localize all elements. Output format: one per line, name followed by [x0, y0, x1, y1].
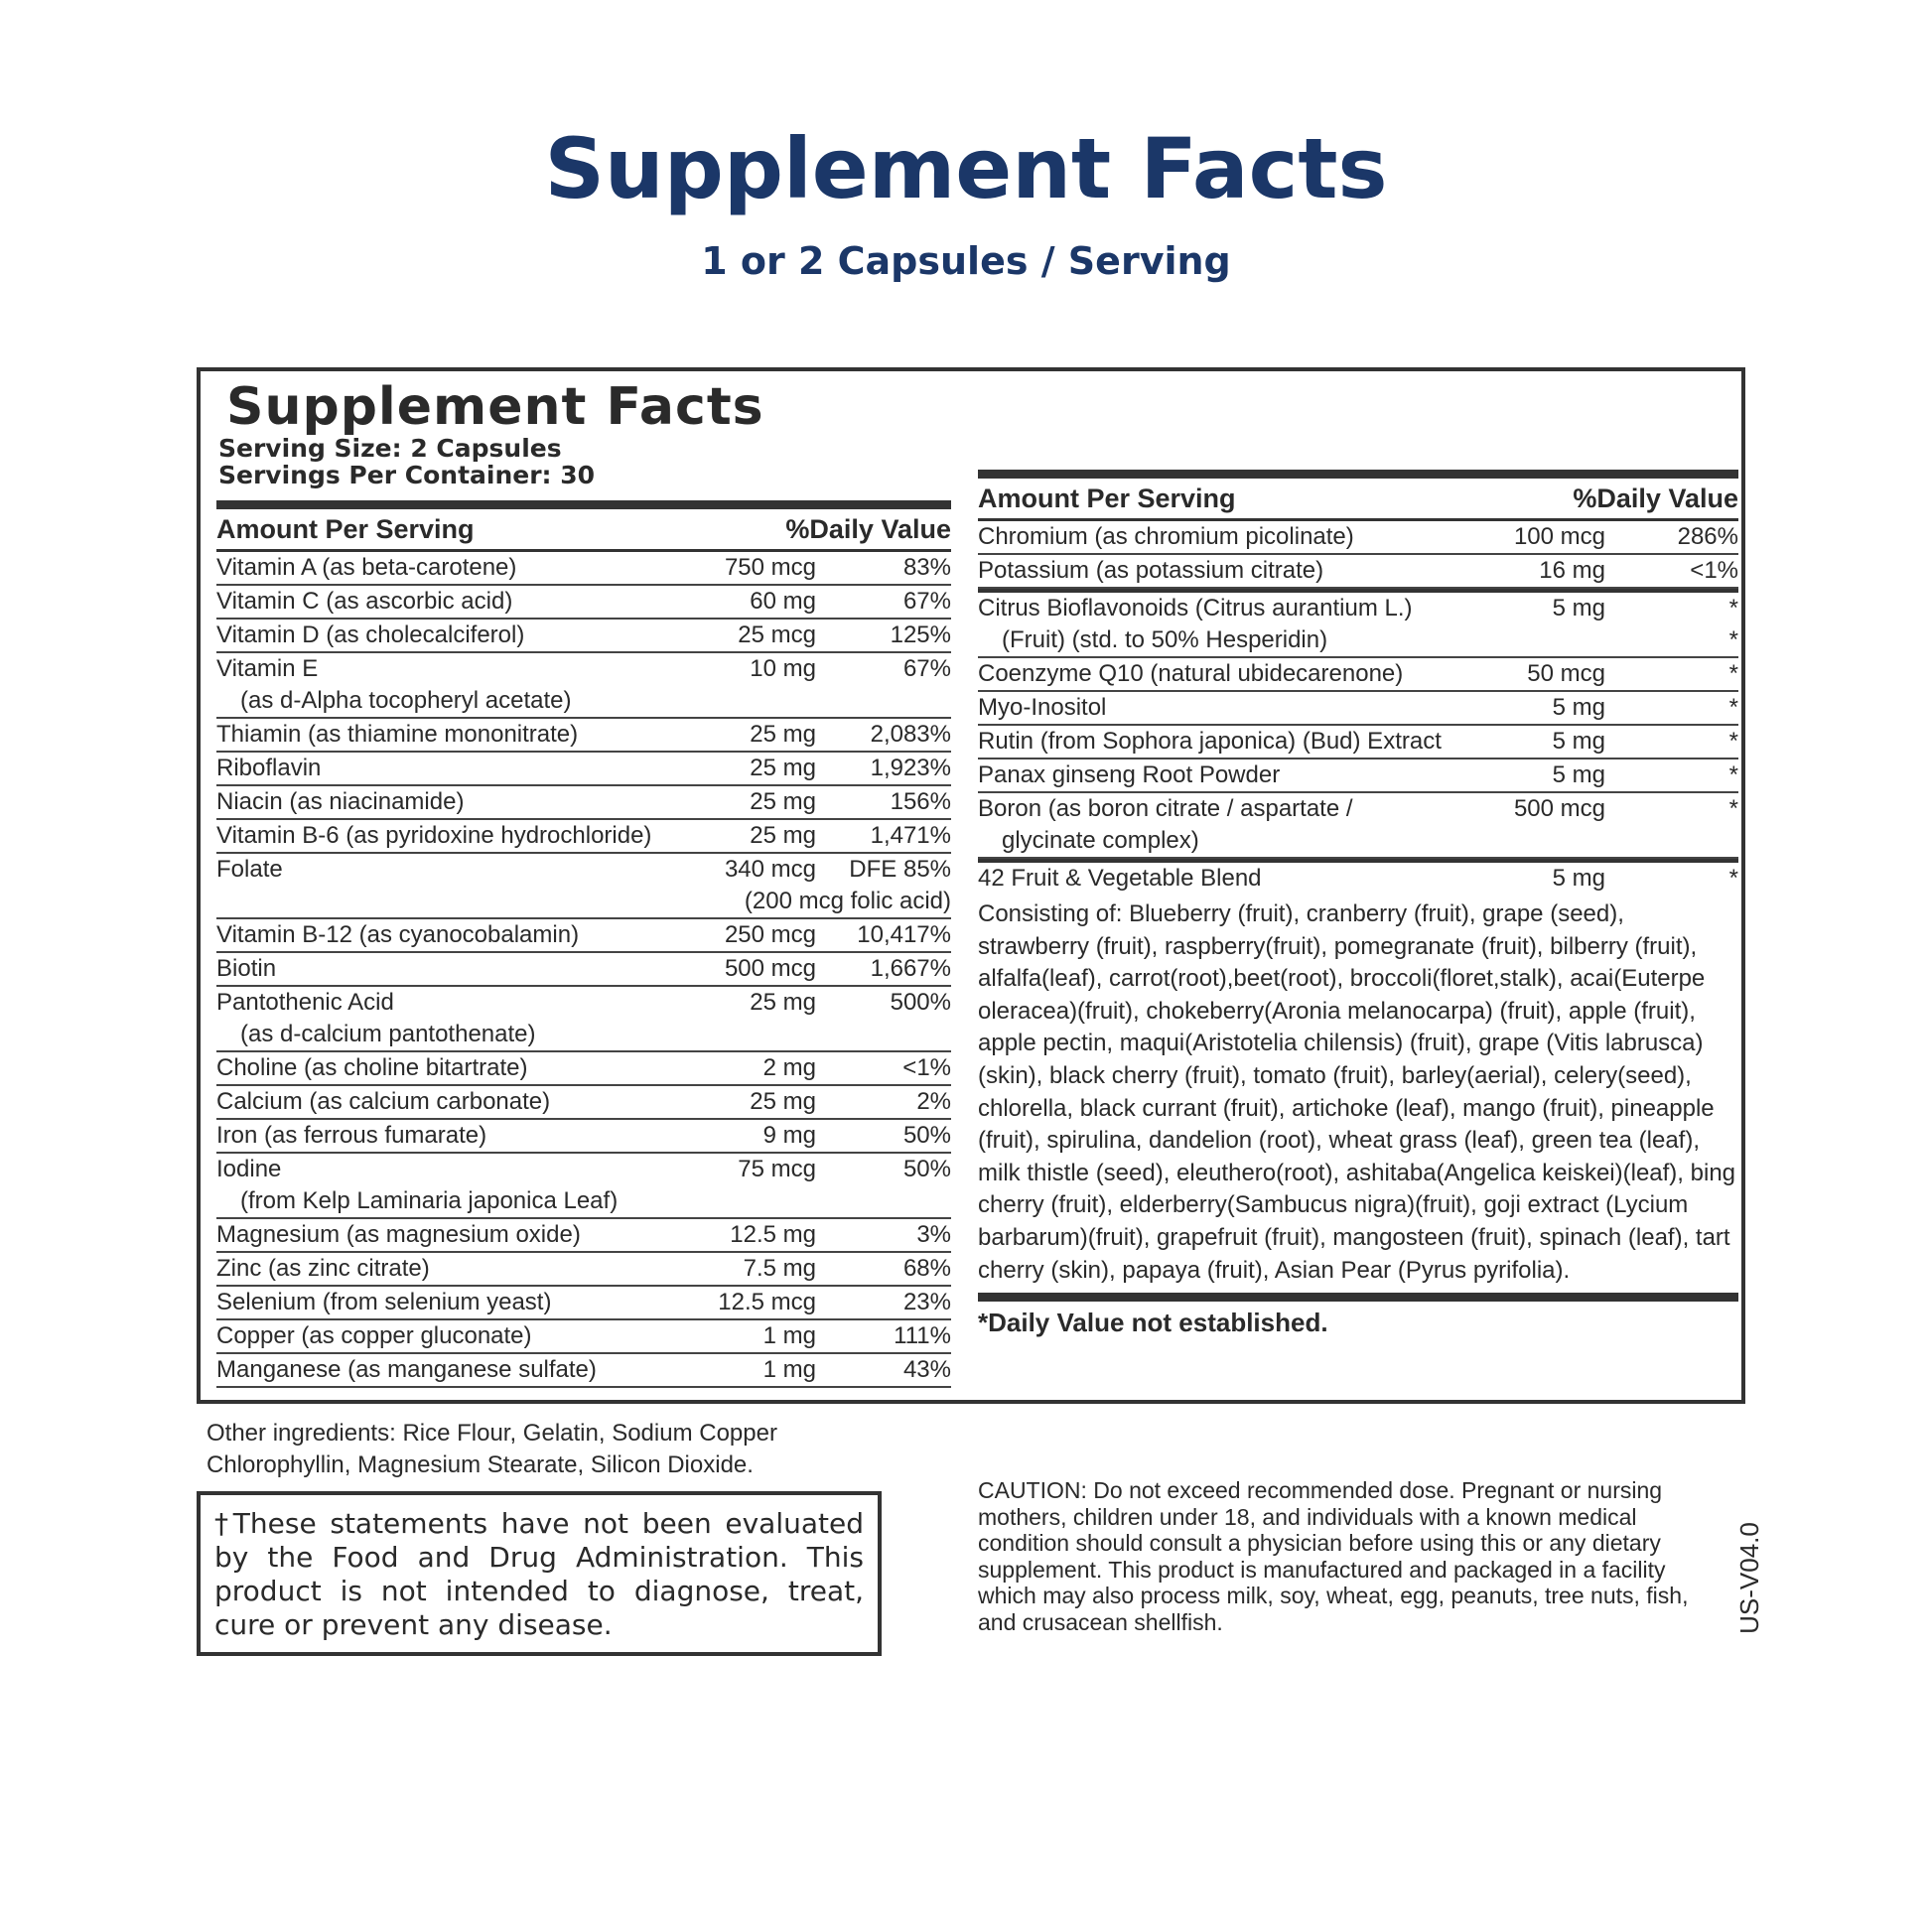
nutrient-amount: 5 mg — [1552, 694, 1605, 721]
nutrient-row — [216, 586, 951, 620]
nutrient-amount: 5 mg — [1552, 728, 1605, 755]
thick-rule — [978, 470, 1738, 479]
caution-text: CAUTION: Do not exceed recommended dose. Pregnant or nursing mothers, children under 18, and individuals with a known medical condition should consult a physician before using this or any dietary supplement. This product is manufactured and packaged in a facility which may also process milk, soy, wheat, egg, peanuts, tree nuts, fish, and crusacean shellfish. — [978, 1477, 1689, 1635]
nutrient-row — [978, 555, 1738, 589]
nutrient-dv: DFE 85% — [849, 856, 951, 883]
nutrient-name: Folate — [216, 856, 283, 883]
nutrient-row — [216, 1219, 951, 1253]
nutrient-name: Zinc (as zinc citrate) — [216, 1255, 430, 1282]
nutrient-dv: 1,923% — [870, 755, 951, 781]
nutrient-dv: * — [1728, 865, 1738, 892]
nutrient-amount: 750 mcg — [724, 554, 816, 581]
left-nutrient-list — [216, 552, 951, 1388]
blend-ingredients: Consisting of: Blueberry (fruit), cranberry (fruit), grape (seed), strawberry (fruit), raspberry(fruit), pomegranate (fruit), bilberry (fruit), alfalfa(leaf), carrot(root),beet(root), broccoli(floret,stalk), acai(Euterpe oleracea)(fruit), chokeberry(Aronia melanocarpa) (fruit), apple (fruit), apple pectin, maqui(Aristotelia chilensis) (fruit), grape (Vitis labrusca)(skin), black cherry (fruit), tomato (fruit), barley(aerial), celery(seed), chlorella, black currant (fruit), artichoke (leaf), mango (fruit), pineapple (fruit), spirulina, dandelion (root), wheat grass (leaf), green tea (leaf), milk thistle (seed), eleuthero(root), ashitaba(Angelica keiskei)(leaf), bing cherry (fruit), elderberry(Sambucus nigra)(fruit), goji extract (Lycium barbarum)(fruit), grapefruit (fruit), mangosteen (fruit), spinach (leaf), tart cherry (skin), papaya (fruit), Asian Pear (Pyrus pyrifolia). — [978, 900, 1736, 1284]
right-nutrient-list-a — [978, 521, 1738, 589]
nutrient-amount: 25 mcg — [738, 621, 816, 648]
nutrient-name: Vitamin B-6 (as pyridoxine hydrochloride) — [216, 822, 652, 849]
nutrient-amount: 100 mcg — [1513, 523, 1605, 550]
nutrient-row — [216, 987, 951, 1052]
right-column — [978, 470, 1738, 1338]
nutrient-dv: * — [1728, 694, 1738, 721]
nutrient-name: Iron (as ferrous fumarate) — [216, 1122, 487, 1149]
nutrient-name: Vitamin D (as cholecalciferol) — [216, 621, 525, 648]
nutrient-row — [978, 521, 1738, 555]
nutrient-row — [216, 854, 951, 919]
nutrient-row — [978, 759, 1738, 793]
nutrient-dv: * — [1728, 595, 1738, 621]
nutrient-name: Thiamin (as thiamine mononitrate) — [216, 721, 579, 748]
nutrient-amount: 50 mcg — [1527, 660, 1605, 687]
nutrient-name: Calcium (as calcium carbonate) — [216, 1088, 551, 1115]
nutrient-name: Citrus Bioflavonoids (Citrus aurantium L.) — [978, 595, 1413, 621]
nutrient-name: Copper (as copper gluconate) — [216, 1322, 532, 1349]
nutrient-amount: 75 mcg — [738, 1156, 816, 1182]
nutrient-amount: 9 mg — [762, 1122, 816, 1149]
nutrient-dv: 67% — [902, 655, 951, 682]
nutrient-dv: 111% — [894, 1322, 951, 1349]
nutrient-amount: 5 mg — [1552, 865, 1605, 892]
serving-size: Serving Size: 2 Capsules — [218, 434, 562, 463]
nutrient-row — [216, 620, 951, 653]
nutrient-name: Myo-Inositol — [978, 694, 1107, 721]
nutrient-row — [216, 753, 951, 786]
nutrient-name: Biotin — [216, 955, 277, 982]
nutrient-dv: 50% — [902, 1122, 951, 1149]
nutrient-name: Iodine — [216, 1156, 282, 1182]
nutrient-dv: 500% — [890, 989, 951, 1016]
nutrient-amount: 5 mg — [1552, 595, 1605, 621]
nutrient-amount: 1 mg — [762, 1322, 816, 1349]
nutrient-dv: 286% — [1677, 523, 1738, 550]
daily-value-label: %Daily Value — [1573, 483, 1738, 513]
nutrient-row — [978, 692, 1738, 726]
nutrient-row — [216, 1253, 951, 1287]
nutrient-row — [216, 1086, 951, 1120]
column-header — [978, 479, 1738, 521]
nutrient-row — [216, 1154, 951, 1219]
nutrient-amount: 25 mg — [750, 755, 816, 781]
nutrient-name: Rutin (from Sophora japonica) (Bud) Extract — [978, 728, 1442, 755]
nutrient-row — [216, 919, 951, 953]
servings-per-container: Servings Per Container: 30 — [218, 461, 596, 489]
nutrient-row — [216, 786, 951, 820]
nutrient-amount: 25 mg — [750, 788, 816, 815]
nutrient-source: glycinate complex) — [1002, 827, 1199, 854]
blend-row — [978, 863, 1738, 895]
nutrient-row — [216, 653, 951, 719]
nutrient-amount: 2 mg — [762, 1054, 816, 1081]
nutrient-row — [216, 552, 951, 586]
nutrient-source: (as d-Alpha tocopheryl acetate) — [240, 687, 572, 714]
nutrient-dv: 83% — [902, 554, 951, 581]
nutrient-dv: 1,471% — [870, 822, 951, 849]
version-code: US-V04.0 — [1733, 1522, 1764, 1634]
nutrient-name: Pantothenic Acid — [216, 989, 394, 1016]
thick-rule — [216, 500, 951, 509]
nutrient-dv: 156% — [890, 788, 951, 815]
nutrient-name: Choline (as choline bitartrate) — [216, 1054, 528, 1081]
nutrient-source: (Fruit) (std. to 50% Hesperidin) — [1002, 626, 1328, 653]
nutrient-amount: 25 mg — [750, 1088, 816, 1115]
nutrient-row — [216, 953, 951, 987]
nutrient-dv: <1% — [902, 1054, 951, 1081]
nutrient-name: Manganese (as manganese sulfate) — [216, 1356, 597, 1383]
nutrient-dv: * — [1728, 795, 1738, 822]
nutrient-amount: 250 mcg — [724, 921, 816, 948]
nutrient-amount: 12.5 mg — [730, 1221, 816, 1248]
nutrient-name: Vitamin A (as beta-carotene) — [216, 554, 517, 581]
column-header — [216, 509, 951, 552]
nutrient-row — [216, 1320, 951, 1354]
nutrient-amount: 16 mg — [1539, 557, 1605, 584]
nutrient-row — [216, 820, 951, 854]
nutrient-row — [216, 1354, 951, 1388]
right-nutrient-list-b — [978, 593, 1738, 859]
nutrient-name: Vitamin C (as ascorbic acid) — [216, 588, 513, 615]
nutrient-row — [978, 793, 1738, 859]
nutrient-amount: 5 mg — [1552, 761, 1605, 788]
nutrient-row — [978, 658, 1738, 692]
nutrient-name: 42 Fruit & Vegetable Blend — [978, 865, 1262, 892]
nutrient-amount: 60 mg — [750, 588, 816, 615]
nutrient-dv: 10,417% — [857, 921, 951, 948]
nutrient-name: Vitamin E — [216, 655, 319, 682]
nutrient-dv: 67% — [902, 588, 951, 615]
nutrient-name: Boron (as boron citrate / aspartate / — [978, 795, 1353, 822]
nutrient-name: Selenium (from selenium yeast) — [216, 1289, 552, 1315]
nutrient-amount: 500 mcg — [1513, 795, 1605, 822]
nutrient-amount: 500 mcg — [724, 955, 816, 982]
nutrient-name: Coenzyme Q10 (natural ubidecarenone) — [978, 660, 1404, 687]
fda-disclaimer: †These statements have not been evaluated by the Food and Drug Administration. This product is not intended to diagnose, treat, cure or prevent any disease. — [197, 1491, 882, 1656]
daily-value-label: %Daily Value — [785, 514, 951, 544]
nutrient-dv: 2,083% — [870, 721, 951, 748]
nutrient-dv: 23% — [902, 1289, 951, 1315]
nutrient-name: Chromium (as chromium picolinate) — [978, 523, 1354, 550]
nutrient-name: Vitamin B-12 (as cyanocobalamin) — [216, 921, 580, 948]
nutrient-dv: * — [1728, 761, 1738, 788]
nutrient-dv: * — [1728, 728, 1738, 755]
nutrient-dv: <1% — [1690, 557, 1738, 584]
nutrient-amount: 340 mcg — [724, 856, 816, 883]
panel-title: Supplement Facts — [226, 377, 764, 437]
dv-footnote: *Daily Value not established. — [978, 1308, 1328, 1338]
nutrient-dv: 3% — [916, 1221, 951, 1248]
nutrient-name: Potassium (as potassium citrate) — [978, 557, 1324, 584]
page-title: Supplement Facts — [544, 120, 1388, 217]
nutrient-dv: 2% — [916, 1088, 951, 1115]
nutrient-row — [978, 726, 1738, 759]
nutrient-amount: 10 mg — [750, 655, 816, 682]
nutrient-row — [216, 1120, 951, 1154]
nutrient-amount: 7.5 mg — [743, 1255, 816, 1282]
nutrient-name: Panax ginseng Root Powder — [978, 761, 1281, 788]
nutrient-row — [216, 1052, 951, 1086]
nutrient-dv: 125% — [890, 621, 951, 648]
nutrient-note: (200 mcg folic acid) — [744, 888, 951, 914]
nutrient-dv: 68% — [902, 1255, 951, 1282]
nutrient-dv: * — [1728, 626, 1738, 653]
nutrient-amount: 1 mg — [762, 1356, 816, 1383]
nutrient-amount: 25 mg — [750, 989, 816, 1016]
nutrient-dv: 50% — [902, 1156, 951, 1182]
nutrient-row — [978, 593, 1738, 658]
nutrient-source: (from Kelp Laminaria japonica Leaf) — [240, 1187, 619, 1214]
nutrient-name: Niacin (as niacinamide) — [216, 788, 465, 815]
nutrient-name: Magnesium (as magnesium oxide) — [216, 1221, 581, 1248]
nutrient-name: Riboflavin — [216, 755, 322, 781]
nutrient-amount: 12.5 mcg — [718, 1289, 816, 1315]
nutrient-dv: 1,667% — [870, 955, 951, 982]
nutrient-source: (as d-calcium pantothenate) — [240, 1021, 536, 1047]
nutrient-row — [216, 1287, 951, 1320]
nutrient-amount: 25 mg — [750, 721, 816, 748]
nutrient-amount: 25 mg — [750, 822, 816, 849]
nutrient-dv: 43% — [902, 1356, 951, 1383]
nutrient-row — [216, 719, 951, 753]
thick-rule — [978, 1293, 1738, 1302]
page-subtitle: 1 or 2 Capsules / Serving — [701, 239, 1231, 283]
supplement-facts-panel — [197, 367, 1745, 1404]
amount-per-serving-label: Amount Per Serving — [216, 514, 475, 544]
left-column — [216, 500, 951, 1388]
amount-per-serving-label: Amount Per Serving — [978, 483, 1236, 513]
nutrient-dv: * — [1728, 660, 1738, 687]
other-ingredients: Other ingredients: Rice Flour, Gelatin, Sodium Copper Chlorophyllin, Magnesium Stearate, Silicon Dioxide. — [207, 1420, 777, 1478]
